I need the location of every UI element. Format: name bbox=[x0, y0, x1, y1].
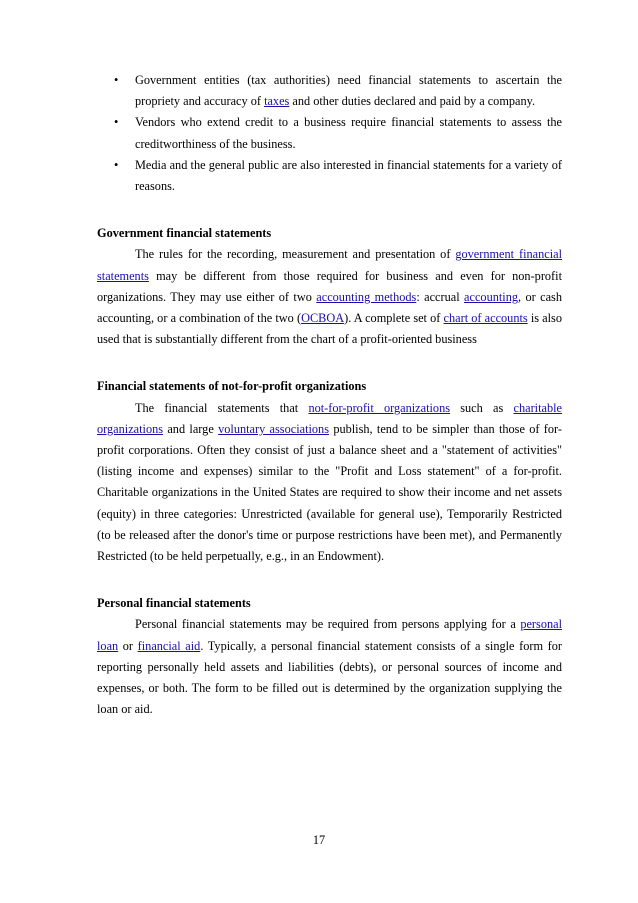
paragraph-not-for-profit: The financial statements that not-for-profit organizations such as charitable organizations and large voluntary associations publish, tend to be simpler than those of for-profit corporations. Often they consist of just a balance sheet and a "statement of activities" (listing income and expenses) similar to the "Profit and Loss statement" of a for-profit. Charitable organizations in the United States are required to show their income and net assets (equity) in three categories: Unrestricted (available for general use), Temporarily Restricted (to be released after the donor's time or purpose restrictions have been met), and Permanently Restricted (to be held perpetually, e.g., in an Endowment). bbox=[97, 400, 562, 564]
list-item: • Government entities (tax authorities) need financial statements to ascertain the propriety and accuracy of taxes and other duties declared and paid by a company. bbox=[97, 70, 562, 112]
list-item: • Media and the general public are also interested in financial statements for a variety of reasons. bbox=[97, 155, 562, 197]
link-accounting[interactable]: accounting bbox=[464, 289, 518, 304]
page-number: 17 bbox=[312, 833, 326, 847]
section-heading-personal: Personal financial statements bbox=[97, 596, 251, 611]
link-chart-of-accounts[interactable]: chart of accounts bbox=[443, 311, 528, 326]
document-page bbox=[97, 70, 562, 720]
link-taxes[interactable]: taxes bbox=[264, 94, 290, 109]
link-government-financial-statements[interactable]: government financial statements bbox=[97, 247, 562, 283]
link-financial-aid[interactable]: financial aid bbox=[137, 638, 201, 653]
paragraph-personal: Personal financial statements may be required from persons applying for a personal loan or financial aid. Typically, a personal financial statement consists of a single form for reporting personally held assets and liabilities (debts), or personal sources of income and expenses, or both. The form to be filled out is determined by the organization supplying the loan or aid. bbox=[97, 617, 562, 717]
paragraph-government: The rules for the recording, measurement and presentation of government financial statements may be different from those required for business and even for non-profit organizations. They may use either of two accounting methods: accrual accounting, or cash accounting, or a combination of the two (OCBOA). A complete set of chart of accounts is also used that is substantially different from the chart of a profit-oriented business bbox=[97, 247, 562, 347]
link-accounting-methods[interactable]: accounting methods bbox=[316, 289, 417, 304]
link-charitable-organizations[interactable]: charitable organizations bbox=[97, 400, 562, 436]
section-heading-government: Government financial statements bbox=[97, 226, 272, 241]
list-item: • Vendors who extend credit to a business require financial statements to assess the creditworthiness of the business. bbox=[97, 112, 562, 154]
link-voluntary-associations[interactable]: voluntary associations bbox=[218, 421, 329, 436]
bullet-icon: • bbox=[114, 115, 119, 130]
link-not-for-profit-organizations[interactable]: not-for-profit organizations bbox=[308, 400, 451, 415]
bullet-icon: • bbox=[114, 73, 119, 87]
bullet-icon: • bbox=[114, 157, 119, 172]
link-ocboa[interactable]: OCBOA bbox=[301, 311, 345, 326]
section-heading-not-for-profit: Financial statements of not-for-profit organizations bbox=[97, 379, 367, 394]
bullet-list bbox=[97, 70, 562, 197]
link-personal-loan[interactable]: personal loan bbox=[97, 617, 562, 653]
